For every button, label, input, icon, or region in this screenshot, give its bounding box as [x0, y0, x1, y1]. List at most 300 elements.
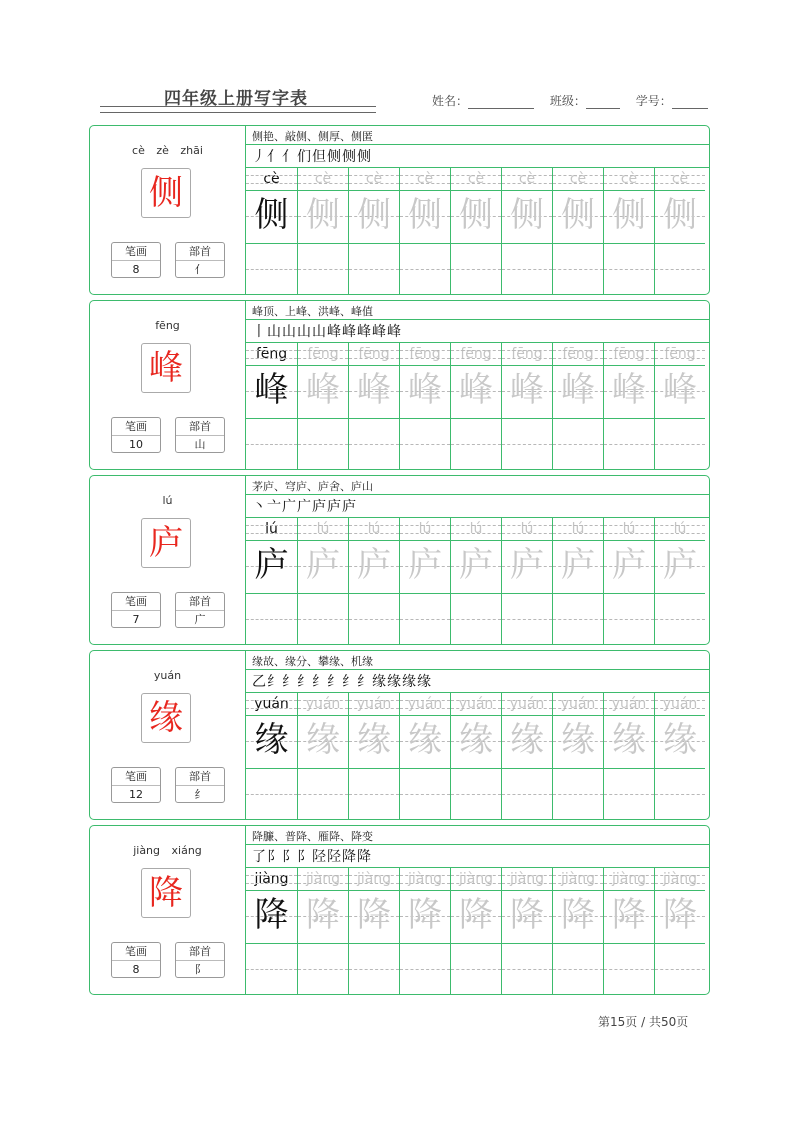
model-character: 庐: [254, 545, 289, 585]
stroke-step: 广: [297, 499, 311, 515]
divider: [246, 494, 709, 495]
stroke-step: 阝: [297, 849, 311, 865]
writing-column[interactable]: [450, 518, 501, 644]
trace-character: 峰: [561, 370, 595, 410]
guide-line: [246, 883, 297, 884]
character-pinyin: cè zè zhāi: [132, 144, 203, 157]
trace-character: 侧: [510, 195, 544, 235]
writing-column[interactable]: [552, 693, 603, 819]
trace-pinyin: jiàng: [356, 871, 392, 887]
guide-line: [246, 715, 297, 716]
stroke-step: 缘: [402, 674, 416, 690]
stroke-step: 山: [282, 324, 296, 340]
trace-character: 缘: [408, 720, 442, 760]
guide-line: [451, 175, 501, 176]
guide-line: [553, 969, 603, 970]
writing-column[interactable]: [654, 868, 705, 994]
stroke-count-box: [111, 942, 161, 978]
guide-line: [349, 183, 399, 184]
stroke-step: 但: [312, 149, 326, 165]
trace-pinyin: fēng: [613, 346, 645, 362]
guide-line: [451, 350, 501, 351]
guide-line: [604, 444, 654, 445]
trace-pinyin: jiàng: [611, 871, 647, 887]
guide-line: [655, 365, 705, 366]
page-header: [100, 82, 710, 112]
guide-line: [604, 525, 654, 526]
divider: [246, 844, 709, 845]
writing-column[interactable]: [603, 518, 654, 644]
guide-line: [502, 365, 552, 366]
radical-value: 山: [194, 438, 206, 451]
guide-line: [298, 444, 348, 445]
stroke-step: 侧: [357, 149, 371, 165]
guide-line: [246, 969, 297, 970]
guide-line: [451, 358, 501, 359]
guide-line: [400, 593, 450, 594]
guide-line: [655, 418, 705, 419]
guide-line: [298, 350, 348, 351]
writing-column[interactable]: [399, 868, 450, 994]
guide-line: [553, 533, 603, 534]
trace-pinyin: yuán: [509, 696, 545, 712]
stroke-count-box: [111, 767, 161, 803]
guide-line: [349, 418, 399, 419]
guide-line: [502, 190, 552, 191]
stroke-step: 纟: [342, 674, 356, 690]
guide-line: [502, 700, 552, 701]
character-display: 庐: [141, 518, 191, 568]
stroke-count-label: 笔画: [112, 593, 160, 611]
guide-line: [655, 358, 705, 359]
trace-character: 缘: [510, 720, 544, 760]
trace-character: 庐: [663, 545, 697, 585]
character-info-panel: [90, 651, 246, 819]
model-pinyin: yuán: [254, 696, 289, 712]
guide-line: [604, 533, 654, 534]
guide-line: [400, 619, 450, 620]
stroke-step: 缘: [387, 674, 401, 690]
guide-line: [604, 883, 654, 884]
trace-character: 峰: [408, 370, 442, 410]
writing-column[interactable]: [348, 518, 399, 644]
stroke-count-value: 7: [132, 613, 140, 626]
stroke-step: 广: [282, 499, 296, 515]
guide-line: [655, 969, 705, 970]
guide-line: [502, 768, 552, 769]
character-pinyin: jiàng xiáng: [133, 844, 202, 857]
guide-line: [553, 540, 603, 541]
guide-line: [604, 715, 654, 716]
guide-line: [349, 875, 399, 876]
guide-line: [655, 533, 705, 534]
guide-line: [502, 875, 552, 876]
practice-panel: [246, 651, 709, 819]
example-words: 降臁、普降、雁降、降变: [252, 830, 373, 843]
stroke-step: 庐: [312, 499, 326, 515]
guide-line: [349, 243, 399, 244]
character-pinyin: fēng: [155, 319, 180, 332]
guide-line: [349, 619, 399, 620]
writing-column[interactable]: [450, 693, 501, 819]
model-character: 侧: [254, 195, 289, 235]
guide-line: [451, 708, 501, 709]
writing-column[interactable]: [246, 868, 297, 994]
trace-pinyin: fēng: [409, 346, 441, 362]
radical-box: [175, 592, 225, 628]
trace-pinyin: fēng: [511, 346, 543, 362]
model-pinyin: lú: [265, 521, 278, 537]
writing-column[interactable]: [501, 343, 552, 469]
writing-column[interactable]: [246, 168, 297, 294]
radical-label: 部首: [176, 593, 224, 611]
character-display: 峰: [141, 343, 191, 393]
guide-line: [604, 269, 654, 270]
guide-line: [502, 269, 552, 270]
writing-column[interactable]: [348, 343, 399, 469]
guide-line: [553, 190, 603, 191]
stroke-order: [252, 671, 432, 691]
guide-line: [349, 190, 399, 191]
writing-column[interactable]: [603, 693, 654, 819]
character-card: [89, 650, 710, 820]
guide-line: [349, 593, 399, 594]
writing-column[interactable]: [603, 168, 654, 294]
trace-pinyin: cè: [620, 171, 638, 187]
guide-line: [502, 794, 552, 795]
trace-pinyin: lú: [418, 521, 432, 537]
guide-line: [298, 175, 348, 176]
guide-line: [655, 183, 705, 184]
writing-column[interactable]: [552, 168, 603, 294]
guide-line: [451, 444, 501, 445]
writing-column[interactable]: [501, 518, 552, 644]
writing-column[interactable]: [297, 168, 348, 294]
trace-character: 侧: [612, 195, 646, 235]
trace-character: 缘: [357, 720, 391, 760]
trace-pinyin: cè: [518, 171, 536, 187]
guide-line: [502, 715, 552, 716]
writing-column[interactable]: [348, 693, 399, 819]
stroke-step: 峰: [357, 324, 371, 340]
writing-column[interactable]: [399, 693, 450, 819]
divider: [246, 319, 709, 320]
writing-column[interactable]: [654, 693, 705, 819]
writing-column[interactable]: [654, 168, 705, 294]
guide-line: [553, 444, 603, 445]
guide-line: [349, 943, 399, 944]
stroke-count-value: 12: [129, 788, 143, 801]
guide-line: [298, 365, 348, 366]
trace-pinyin: yuán: [305, 696, 341, 712]
guide-line: [655, 875, 705, 876]
guide-line: [451, 243, 501, 244]
writing-column[interactable]: [654, 343, 705, 469]
guide-line: [246, 768, 297, 769]
character-card: [89, 475, 710, 645]
stroke-step: 庐: [342, 499, 356, 515]
stroke-step: 缘: [372, 674, 386, 690]
writing-column[interactable]: [603, 343, 654, 469]
guide-line: [502, 619, 552, 620]
stroke-count-box: [111, 242, 161, 278]
guide-line: [604, 943, 654, 944]
writing-column[interactable]: [297, 868, 348, 994]
guide-line: [400, 350, 450, 351]
guide-line: [604, 890, 654, 891]
guide-line: [655, 350, 705, 351]
writing-column[interactable]: [501, 868, 552, 994]
guide-line: [604, 243, 654, 244]
guide-line: [246, 418, 297, 419]
guide-line: [502, 418, 552, 419]
stroke-step: 纟: [297, 674, 311, 690]
stroke-step: 降: [342, 849, 356, 865]
guide-line: [349, 890, 399, 891]
stroke-step: 丿: [252, 149, 266, 165]
stroke-step: 们: [297, 149, 311, 165]
guide-line: [553, 418, 603, 419]
stroke-step: 降: [357, 849, 371, 865]
radical-value: 纟: [194, 788, 206, 801]
stroke-count-box: [111, 417, 161, 453]
trace-character: 降: [459, 895, 493, 935]
guide-line: [502, 593, 552, 594]
class-label: 班级：: [549, 94, 586, 108]
divider: [246, 669, 709, 670]
stroke-step: 山: [297, 324, 311, 340]
guide-line: [298, 243, 348, 244]
guide-line: [246, 183, 297, 184]
character-info-panel: [90, 476, 246, 644]
guide-line: [451, 700, 501, 701]
guide-line: [451, 890, 501, 891]
page-title: 四年级上册写字表: [164, 89, 308, 109]
guide-line: [298, 269, 348, 270]
model-pinyin: fēng: [255, 346, 288, 362]
stroke-step: 峰: [342, 324, 356, 340]
writing-column[interactable]: [501, 693, 552, 819]
guide-line: [553, 875, 603, 876]
guide-line: [604, 540, 654, 541]
guide-line: [502, 525, 552, 526]
model-pinyin: jiàng: [254, 871, 289, 887]
guide-line: [400, 890, 450, 891]
guide-line: [655, 269, 705, 270]
writing-column[interactable]: [552, 343, 603, 469]
guide-line: [246, 444, 297, 445]
stroke-count-label: 笔画: [112, 243, 160, 261]
practice-panel: [246, 826, 709, 994]
stroke-step: 山: [312, 324, 326, 340]
writing-column[interactable]: [399, 343, 450, 469]
writing-column[interactable]: [246, 518, 297, 644]
guide-line: [655, 794, 705, 795]
number-label: 学号：: [635, 94, 672, 108]
example-words: 峰顶、上峰、洪峰、峰值: [252, 305, 373, 318]
stroke-step: 山: [267, 324, 281, 340]
guide-line: [604, 350, 654, 351]
guide-line: [604, 190, 654, 191]
trace-character: 侧: [459, 195, 493, 235]
student-fields: [432, 92, 708, 109]
guide-line: [655, 708, 705, 709]
writing-column[interactable]: [450, 868, 501, 994]
character-card: [89, 125, 710, 295]
guide-line: [451, 794, 501, 795]
writing-column[interactable]: [246, 343, 297, 469]
trace-character: 峰: [510, 370, 544, 410]
trace-pinyin: fēng: [358, 346, 390, 362]
writing-column[interactable]: [297, 693, 348, 819]
guide-line: [604, 768, 654, 769]
writing-column[interactable]: [654, 518, 705, 644]
trace-character: 峰: [663, 370, 697, 410]
class-field[interactable]: [586, 96, 620, 109]
guide-line: [298, 969, 348, 970]
number-field[interactable]: [672, 96, 708, 109]
guide-line: [298, 418, 348, 419]
writing-column[interactable]: [603, 868, 654, 994]
guide-line: [246, 365, 297, 366]
guide-line: [553, 700, 603, 701]
guide-line: [298, 619, 348, 620]
guide-line: [298, 883, 348, 884]
stroke-step: 亻: [282, 149, 296, 165]
trace-character: 侧: [663, 195, 697, 235]
writing-column[interactable]: [297, 518, 348, 644]
writing-column[interactable]: [399, 168, 450, 294]
radical-label: 部首: [176, 943, 224, 961]
writing-column[interactable]: [552, 868, 603, 994]
trace-pinyin: lú: [469, 521, 483, 537]
writing-column[interactable]: [450, 168, 501, 294]
character-info-panel: [90, 826, 246, 994]
trace-character: 降: [561, 895, 595, 935]
model-character: 降: [254, 895, 289, 935]
guide-line: [246, 794, 297, 795]
stroke-step: 缘: [417, 674, 431, 690]
guide-line: [400, 715, 450, 716]
stroke-step: 纟: [327, 674, 341, 690]
character-info-panel: [90, 301, 246, 469]
guide-line: [298, 794, 348, 795]
trace-pinyin: cè: [671, 171, 689, 187]
writing-column[interactable]: [399, 518, 450, 644]
guide-line: [246, 190, 297, 191]
guide-line: [604, 619, 654, 620]
radical-value: 阝: [194, 963, 206, 976]
guide-line: [553, 794, 603, 795]
trace-character: 缘: [306, 720, 340, 760]
guide-line: [451, 768, 501, 769]
writing-column[interactable]: [297, 343, 348, 469]
guide-line: [553, 525, 603, 526]
writing-column[interactable]: [552, 518, 603, 644]
guide-line: [655, 593, 705, 594]
stroke-step: 丨: [252, 324, 266, 340]
guide-line: [451, 190, 501, 191]
model-pinyin: cè: [263, 171, 280, 187]
trace-character: 降: [306, 895, 340, 935]
writing-column[interactable]: [348, 868, 399, 994]
guide-line: [246, 243, 297, 244]
writing-column[interactable]: [501, 168, 552, 294]
guide-line: [502, 540, 552, 541]
guide-line: [246, 593, 297, 594]
guide-line: [604, 875, 654, 876]
trace-pinyin: jiàng: [560, 871, 596, 887]
page-number: 第15页 / 共50页: [598, 1015, 689, 1029]
guide-line: [246, 708, 297, 709]
guide-line: [553, 269, 603, 270]
name-label: 姓名：: [432, 94, 469, 108]
stroke-step: 侧: [342, 149, 356, 165]
guide-line: [502, 175, 552, 176]
writing-grid: [246, 518, 709, 644]
guide-line: [298, 190, 348, 191]
divider: [246, 144, 709, 145]
guide-line: [246, 875, 297, 876]
guide-line: [502, 969, 552, 970]
stroke-count-box: [111, 592, 161, 628]
guide-line: [246, 175, 297, 176]
trace-character: 庐: [612, 545, 646, 585]
guide-line: [298, 533, 348, 534]
guide-line: [655, 243, 705, 244]
guide-line: [400, 768, 450, 769]
radical-box: [175, 767, 225, 803]
guide-line: [655, 700, 705, 701]
guide-line: [298, 875, 348, 876]
trace-pinyin: cè: [416, 171, 434, 187]
guide-line: [246, 533, 297, 534]
guide-line: [349, 525, 399, 526]
guide-line: [604, 708, 654, 709]
name-field[interactable]: [468, 96, 534, 109]
trace-pinyin: yuán: [662, 696, 698, 712]
writing-column[interactable]: [348, 168, 399, 294]
trace-character: 降: [510, 895, 544, 935]
guide-line: [451, 533, 501, 534]
character-card: [89, 825, 710, 995]
guide-line: [655, 890, 705, 891]
radical-value: 广: [194, 613, 206, 626]
writing-column[interactable]: [246, 693, 297, 819]
guide-line: [451, 943, 501, 944]
guide-line: [553, 619, 603, 620]
stroke-step: 亠: [267, 499, 281, 515]
guide-line: [451, 269, 501, 270]
character-pinyin: lú: [162, 494, 173, 507]
stroke-count-label: 笔画: [112, 768, 160, 786]
guide-line: [553, 890, 603, 891]
trace-pinyin: jiàng: [458, 871, 494, 887]
guide-line: [298, 525, 348, 526]
character-display: 缘: [141, 693, 191, 743]
stroke-step: 庐: [327, 499, 341, 515]
guide-line: [400, 190, 450, 191]
stroke-count-value: 8: [132, 963, 140, 976]
guide-line: [349, 540, 399, 541]
guide-line: [349, 269, 399, 270]
guide-line: [246, 943, 297, 944]
guide-line: [246, 619, 297, 620]
guide-line: [246, 525, 297, 526]
trace-pinyin: fēng: [562, 346, 594, 362]
guide-line: [400, 794, 450, 795]
writing-column[interactable]: [450, 343, 501, 469]
